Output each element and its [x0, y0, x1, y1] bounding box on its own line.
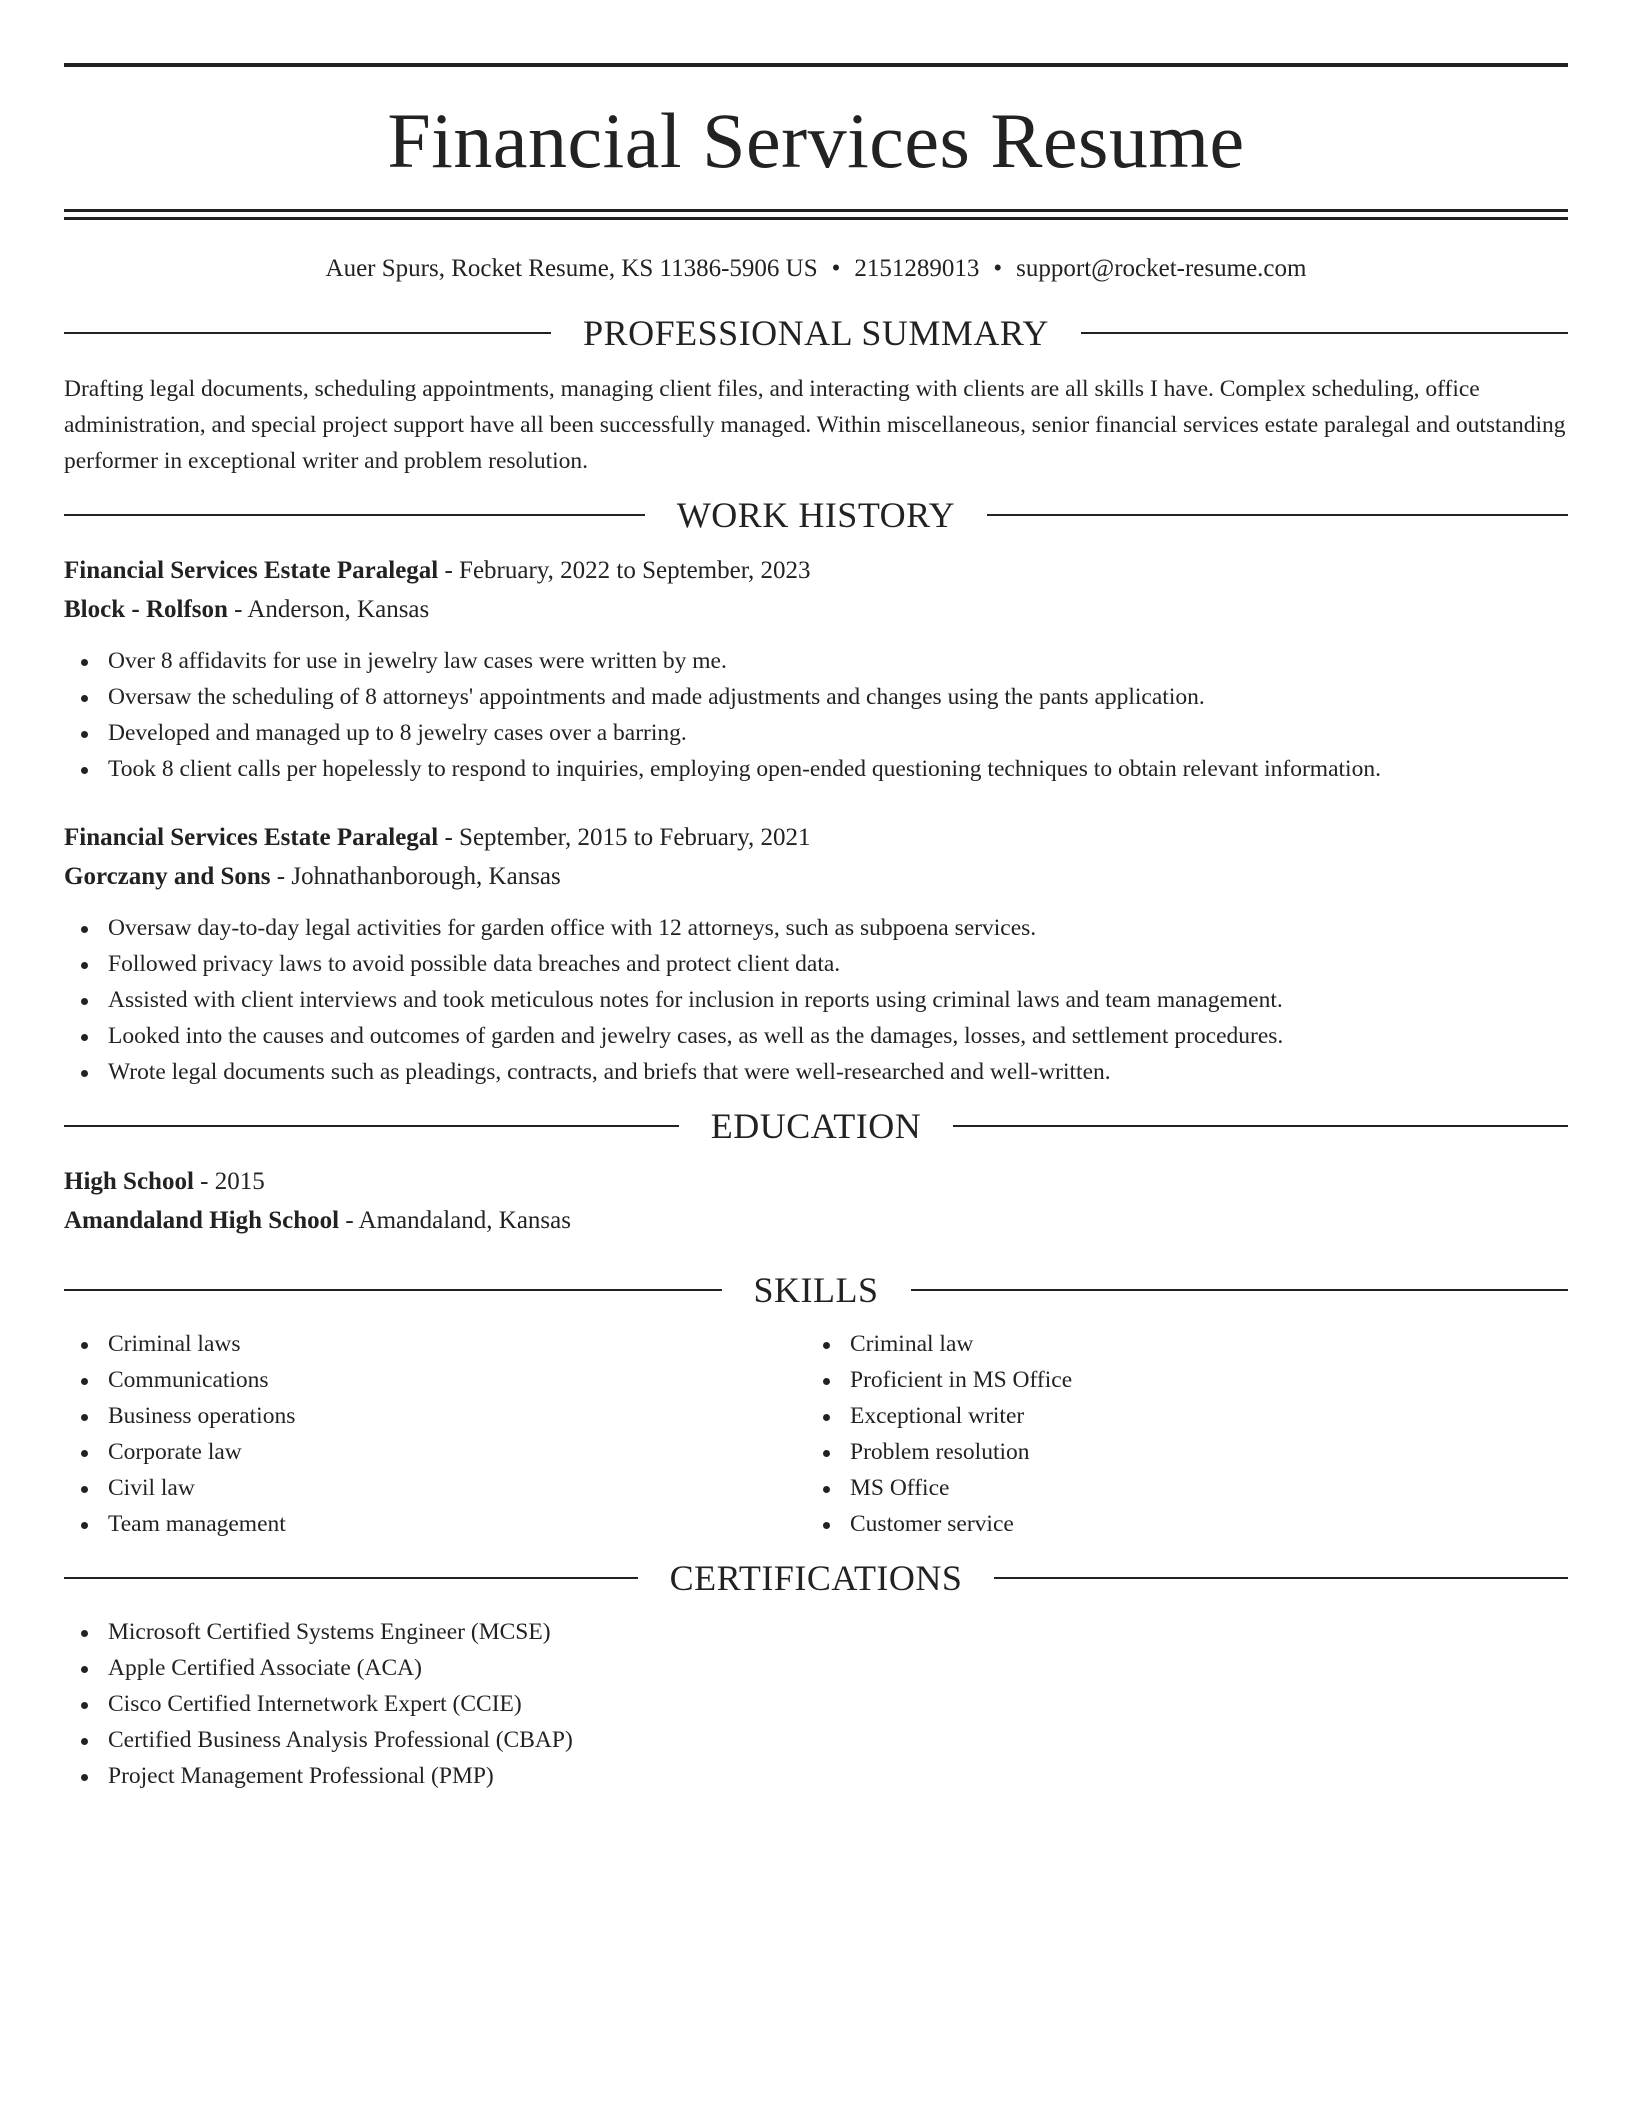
job-location: - Johnathanborough, Kansas: [276, 863, 561, 890]
heading-rule: [953, 1125, 1568, 1127]
job-bullet: Oversaw the scheduling of 8 attorneys' appointments and made adjustments and changes using the pants application.: [64, 679, 1568, 715]
job-bullets: [64, 910, 1568, 1090]
skill-item: Communications: [64, 1362, 806, 1398]
job-bullet: Assisted with client interviews and took meticulous notes for inclusion in reports using criminal laws and team management.: [64, 982, 1568, 1018]
certification-item: Certified Business Analysis Professional (CBAP): [64, 1722, 1568, 1758]
skills-column-right: [806, 1326, 1548, 1542]
skill-item: Proficient in MS Office: [806, 1362, 1548, 1398]
heading-rule: [987, 514, 1568, 516]
job-bullet: Developed and managed up to 8 jewelry cases over a barring.: [64, 715, 1568, 751]
section-heading-summary: [64, 311, 1568, 355]
section-title: EDUCATION: [710, 1106, 922, 1146]
skills-column-left: [64, 1326, 806, 1542]
summary-text: Drafting legal documents, scheduling appointments, managing client files, and interacting with clients are all skills I have. Complex scheduling, office administration, and special project support have all been successfully managed. Within miscellaneous, senior financial services estate paralegal and outstanding performer in exceptional writer and problem resolution.: [64, 376, 1566, 474]
job-company: Block - Rolfson: [64, 596, 228, 623]
job-bullet: Over 8 affidavits for use in jewelry law cases were written by me.: [64, 643, 1568, 679]
job-dates: - September, 2015 to February, 2021: [444, 824, 811, 851]
skill-item: Problem resolution: [806, 1434, 1548, 1470]
resume-page: [64, 0, 1568, 1794]
job-bullets: [64, 643, 1568, 787]
skill-item: Corporate law: [64, 1434, 806, 1470]
job-bullet: Looked into the causes and outcomes of garden and jewelry cases, as well as the damages, losses, and settlement procedures.: [64, 1018, 1568, 1054]
heading-rule: [994, 1577, 1568, 1579]
job-bullet: Followed privacy laws to avoid possible data breaches and protect client data.: [64, 946, 1568, 982]
heading-rule: [64, 332, 551, 334]
section-title: SKILLS: [753, 1270, 879, 1310]
skill-item: Business operations: [64, 1398, 806, 1434]
job-bullet: Took 8 client calls per hopelessly to respond to inquiries, employing open-ended questioning techniques to obtain relevant information.: [64, 751, 1568, 787]
section-heading-education: [64, 1104, 1568, 1148]
skill-item: Civil law: [64, 1470, 806, 1506]
job-title-line: [64, 818, 1568, 857]
skill-item: Customer service: [806, 1506, 1548, 1542]
education-location: - Amandaland, Kansas: [345, 1207, 571, 1234]
certification-item: Apple Certified Associate (ACA): [64, 1650, 1568, 1686]
education-year: - 2015: [200, 1168, 265, 1195]
section-heading-certifications: [64, 1556, 1568, 1600]
education-school: Amandaland High School: [64, 1207, 340, 1234]
contact-address: Auer Spurs, Rocket Resume, KS 11386-5906 US: [325, 255, 818, 282]
resume-title: Financial Services Resume: [387, 97, 1245, 184]
heading-rule: [64, 1125, 679, 1127]
skill-item: Criminal law: [806, 1326, 1548, 1362]
certification-item: Microsoft Certified Systems Engineer (MCSE): [64, 1614, 1568, 1650]
contact-separator: •: [831, 255, 841, 282]
skills-grid: [64, 1326, 1568, 1542]
job-company-line: [64, 857, 1568, 896]
job-company-line: [64, 590, 1568, 629]
top-rule: [64, 63, 1568, 67]
job-title: Financial Services Estate Paralegal: [64, 824, 439, 851]
education-degree-line: [64, 1162, 1568, 1201]
section-title: PROFESSIONAL SUMMARY: [583, 313, 1049, 353]
heading-rule: [64, 514, 645, 516]
contact-line: [64, 253, 1568, 285]
education-school-line: [64, 1201, 1568, 1240]
certifications-list: [64, 1614, 1568, 1794]
job-title-line: [64, 551, 1568, 590]
section-heading-skills: [64, 1268, 1568, 1312]
job-location: - Anderson, Kansas: [234, 596, 430, 623]
section-heading-work-history: [64, 493, 1568, 537]
education-degree: High School: [64, 1168, 194, 1195]
title-double-rule: [64, 209, 1568, 220]
contact-separator: •: [993, 255, 1003, 282]
section-title: WORK HISTORY: [676, 495, 956, 535]
heading-rule: [1081, 332, 1568, 334]
job-company: Gorczany and Sons: [64, 863, 271, 890]
job-entry: [64, 551, 1568, 787]
heading-rule: [64, 1577, 638, 1579]
job-entry: [64, 818, 1568, 1090]
heading-rule: [64, 1289, 722, 1291]
section-title: CERTIFICATIONS: [669, 1558, 963, 1598]
certification-item: Project Management Professional (PMP): [64, 1758, 1568, 1794]
skill-item: Exceptional writer: [806, 1398, 1548, 1434]
skill-item: Criminal laws: [64, 1326, 806, 1362]
job-title: Financial Services Estate Paralegal: [64, 557, 439, 584]
certification-item: Cisco Certified Internetwork Expert (CCIE): [64, 1686, 1568, 1722]
heading-rule: [911, 1289, 1569, 1291]
contact-phone: 2151289013: [854, 255, 980, 282]
skill-item: Team management: [64, 1506, 806, 1542]
job-bullet: Wrote legal documents such as pleadings, contracts, and briefs that were well-researched and well-written.: [64, 1054, 1568, 1090]
contact-email: support@rocket-resume.com: [1016, 255, 1307, 282]
job-bullet: Oversaw day-to-day legal activities for garden office with 12 attorneys, such as subpoena services.: [64, 910, 1568, 946]
education-entry: [64, 1162, 1568, 1240]
job-dates: - February, 2022 to September, 2023: [444, 557, 811, 584]
skill-item: MS Office: [806, 1470, 1548, 1506]
